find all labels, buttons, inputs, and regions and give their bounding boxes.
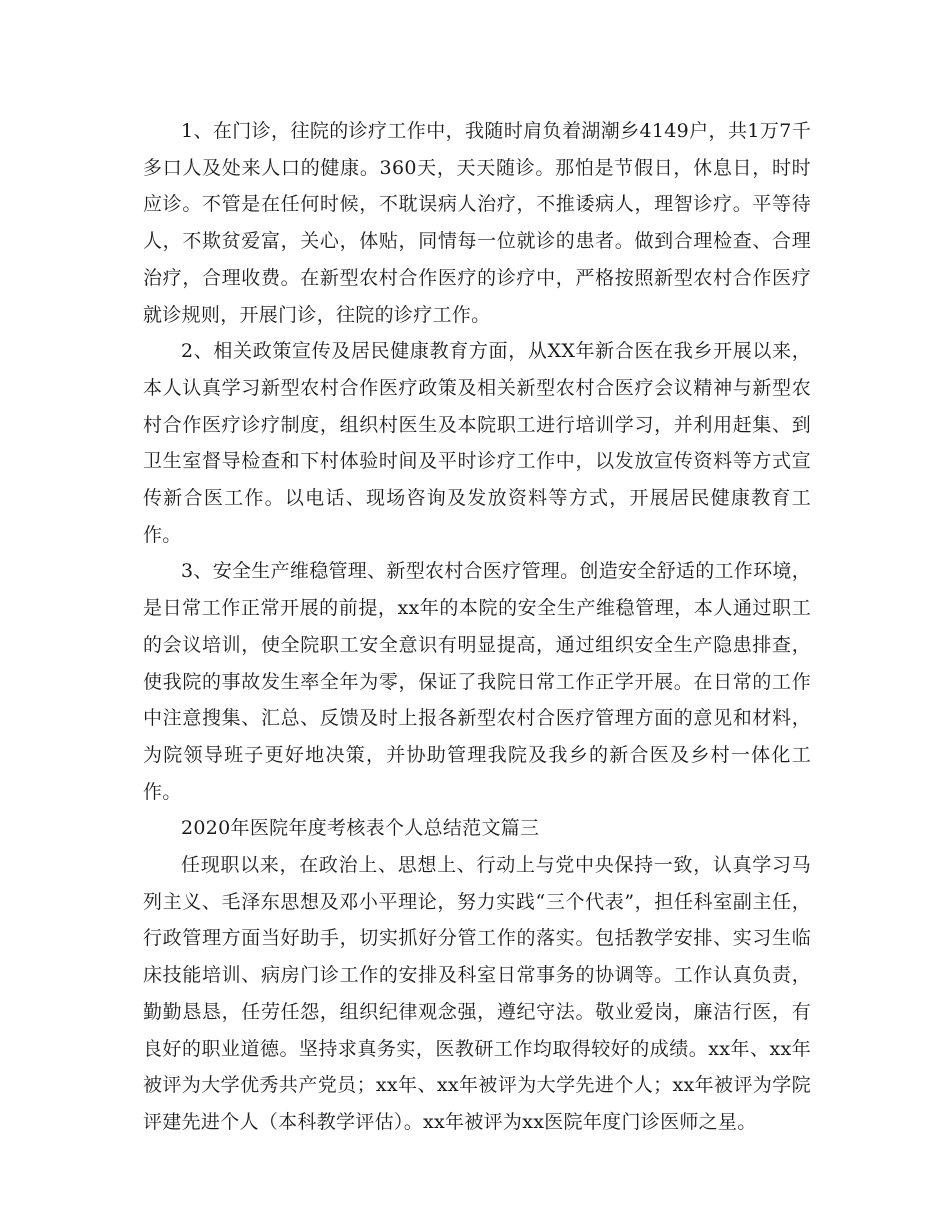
paragraph-summary: 任现职以来，在政治上、思想上、行动上与党中央保持一致，认真学习马列主义、毛泽东思想及邓小平理论，努力实践“三个代表”，担任科室副主任，行政管理方面当好助手，切实抓好分管工作的落实。包括教学安排、实习生临床技能培训、病房门诊工作的安排及科室日常事务的协调等。工作认真负责，勤勤恳恳，任劳任怨，组织纪律观念强，遵纪守法。敬业爱岗，廉洁行医，有良好的职业道德。坚持求真务实，医教研工作均取得较好的成绩。xx年、xx年被评为大学优秀共产党员；xx年、xx年被评为大学先进个人；xx年被评为学院评建先进个人（本科教学评估）。xx年被评为xx医院年度门诊医师之星。 bbox=[143, 854, 811, 1133]
document-body bbox=[143, 113, 811, 1141]
paragraph-outpatient: 1、在门诊，往院的诊疗工作中，我随时肩负着湖潮乡4149户，共1万7千多口人及处来人口的健康。360天，天天随诊。那怕是节假日，休息日，时时应诊。不管是在任何时候，不耽误病人治疗，不推诿病人，理智诊疗。平等待人，不欺贫爱富，关心，体贴，同情每一位就诊的患者。做到合理检查、合理治疗，合理收费。在新型农村合作医疗的诊疗中，严格按照新型农村合作医疗就诊规则，开展门诊，往院的诊疗工作。 bbox=[143, 120, 811, 326]
paragraph-safety-management: 3、安全生产维稳管理、新型农村合医疗管理。创造安全舒适的工作环境，是日常工作正常开展的前提，xx年的本院的安全生产维稳管理，本人通过职工的会议培训，使全院职工安全意识有明显提高，通过组织安全生产隐患排查，使我院的事故发生率全年为零，保证了我院日常工作正学开展。在日常的工作中注意搜集、汇总、反馈及时上报各新型农村合医疗管理方面的意见和材料，为院领导班子更好地决策，并协助管理我院及我乡的新合医及乡村一体化工作。 bbox=[143, 560, 811, 803]
paragraph-policy-education: 2、相关政策宣传及居民健康教育方面，从XX年新合医在我乡开展以来，本人认真学习新型农村合作医疗政策及相关新型农村合医疗会议精神与新型农村合作医疗诊疗制度，组织村医生及本院职工进行培训学习，并利用赶集、到卫生室督导检查和下村体验时间及平时诊疗工作中，以发放宣传资料等方式宣传新合医工作。以电话、现场咨询及发放资料等方式，开展居民健康教育工作。 bbox=[143, 340, 811, 546]
section-heading: 2020年医院年度考核表个人总结范文篇三 bbox=[181, 817, 540, 840]
